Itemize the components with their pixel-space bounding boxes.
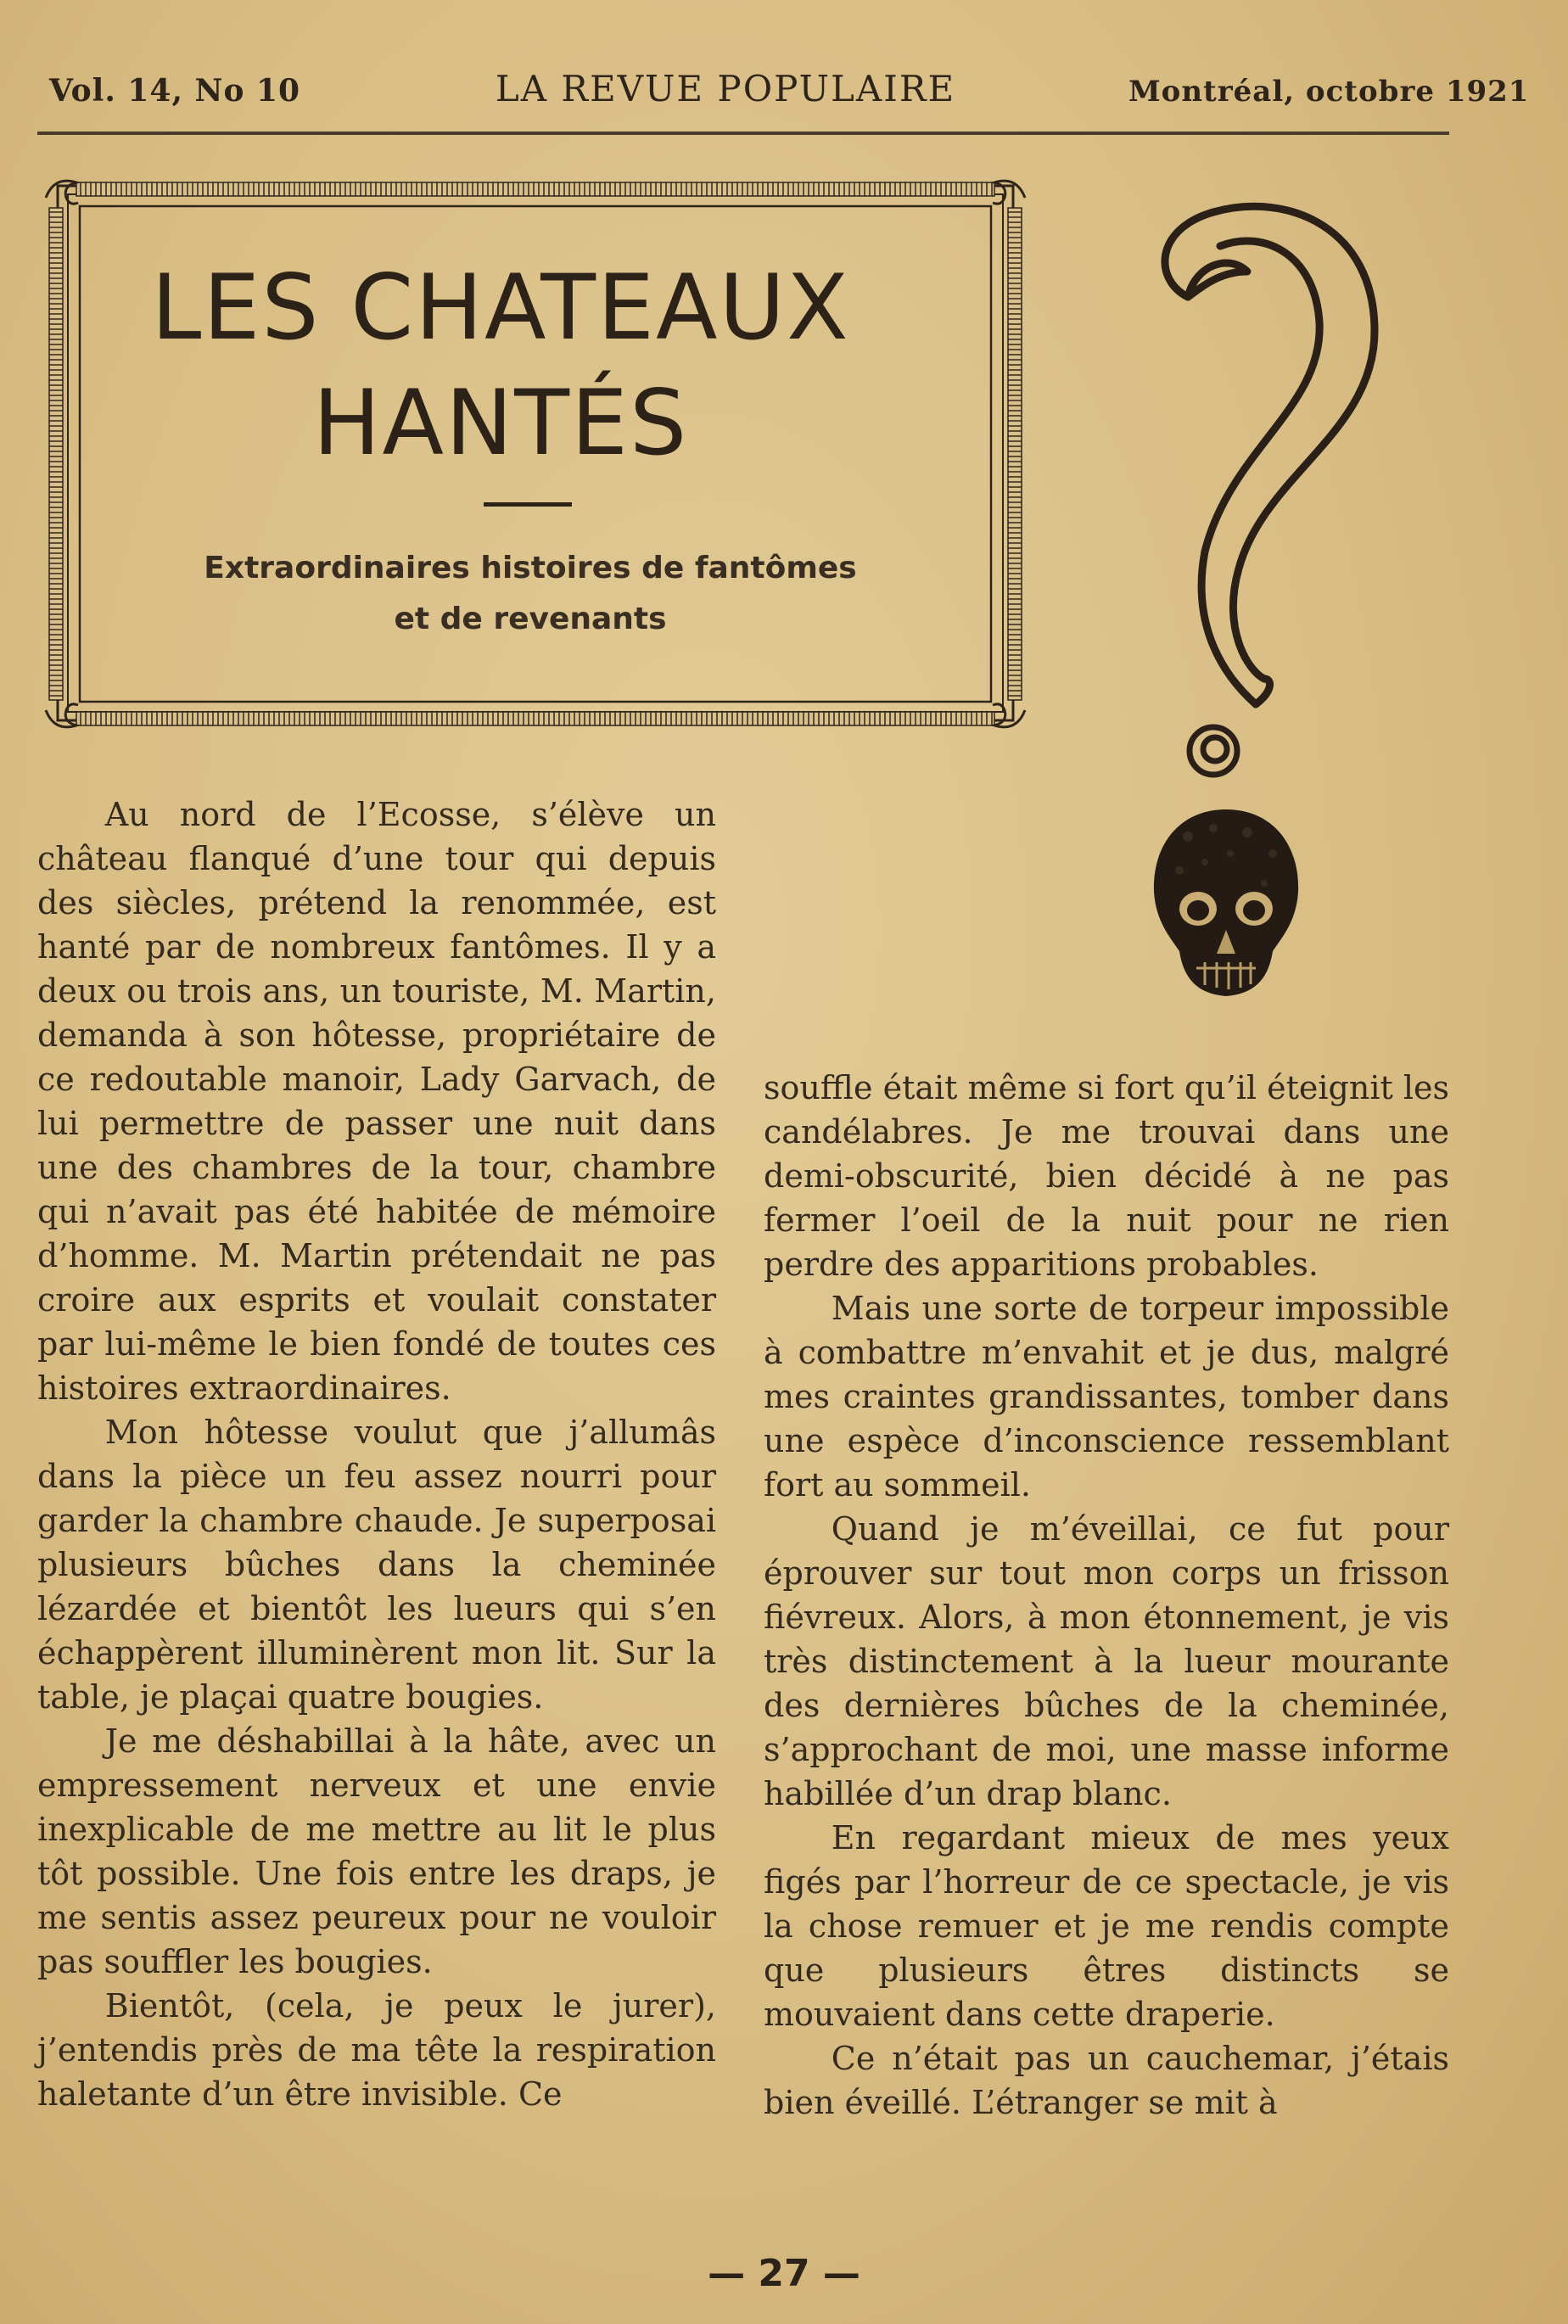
paragraph: Ce n’était pas un cauchemar, j’étais bien éveillé. L’étranger se mit à bbox=[764, 2040, 1449, 2121]
subtitle-line-1: Extraordinaires histoires de fantômes bbox=[204, 551, 857, 585]
paragraph: Quand je m’éveillai, ce fut pour éprouver sur tout mon corps un frisson fiévreux. Alors, à mon étonnement, je vis très distinctement à la lueur mourante des dernières bûches de la cheminée, s’approchant de moi, une masse informe habillée d’un drap blanc. bbox=[764, 1510, 1449, 1812]
paragraph: souffle était même si fort qu’il éteignit les candélabres. Je me trouvai dans une demi-obscurité, bien décidé à ne pas fermer l’oeil de la nuit pour ne rien perdre des apparitions probables. bbox=[764, 1069, 1449, 1283]
article-subtitle bbox=[127, 543, 933, 645]
title-line-1: LES CHATEAUX bbox=[151, 255, 850, 360]
subtitle-line-2: et de revenants bbox=[394, 602, 667, 636]
paragraph: Au nord de l’Ecosse, s’élève un château flanqué d’une tour qui depuis des siècles, prétend la renommée, est hanté par de nombreux fantômes. Il y a deux ou trois ans, un touriste, M. Martin, demanda à son hôtesse, propriétaire de ce redoutable manoir, Lady Garvach, de lui permettre de passer une nuit dans une des chambres de la tour, chambre qui n’avait pas été habitée de mémoire d’homme. M. Martin prétendait ne pas croire aux esprits et voulait constater par lui-même le bien fondé de toutes ces histoires extraordinaires. bbox=[37, 796, 716, 1407]
paragraph: En regardant mieux de mes yeux figés par l’horreur de ce spectacle, je vis la chose remuer et je me rendis compte que plusieurs êtres distincts se mouvaient dans cette draperie. bbox=[764, 1819, 1449, 2033]
header-rule bbox=[37, 132, 1449, 135]
page-number: — 27 — bbox=[708, 2252, 860, 2295]
left-column bbox=[37, 792, 716, 2116]
article-title bbox=[76, 250, 925, 481]
place-and-date: Montréal, octobre 1921 bbox=[1128, 75, 1530, 109]
volume-number: Vol. 14, No 10 bbox=[49, 73, 301, 109]
question-mark-icon bbox=[1137, 195, 1392, 792]
skull-icon bbox=[1145, 803, 1307, 1005]
paragraph: Bientôt, (cela, je peux le jurer), j’entendis près de ma tête la respiration haletante d’un être invisible. Ce bbox=[37, 1987, 716, 2113]
right-column bbox=[764, 1066, 1449, 2125]
paragraph: Mais une sorte de torpeur impossible à combattre m’envahit et je dus, malgré mes craintes grandissantes, tomber dans une espèce d’inconscience ressemblant fort au sommeil. bbox=[764, 1290, 1449, 1504]
publication-title: LA REVUE POPULAIRE bbox=[495, 68, 956, 109]
paragraph: Mon hôtesse voulut que j’allumâs dans la pièce un feu assez nourri pour garder la chambre chaude. Je superposai plusieurs bûches dans la cheminée lézardée et bientôt les lueurs qui s’en échappèrent illuminèrent mon lit. Sur la table, je plaçai quatre bougies. bbox=[37, 1414, 716, 1716]
title-divider bbox=[484, 502, 572, 507]
title-line-2: HANTÉS bbox=[312, 371, 689, 475]
paragraph: Je me déshabillai à la hâte, avec un empressement nerveux et une envie inexplicable de me mettre au lit le plus tôt possible. Une fois entre les draps, je me sentis assez peureux pour ne vouloir pas souffler les bougies. bbox=[37, 1722, 716, 1980]
